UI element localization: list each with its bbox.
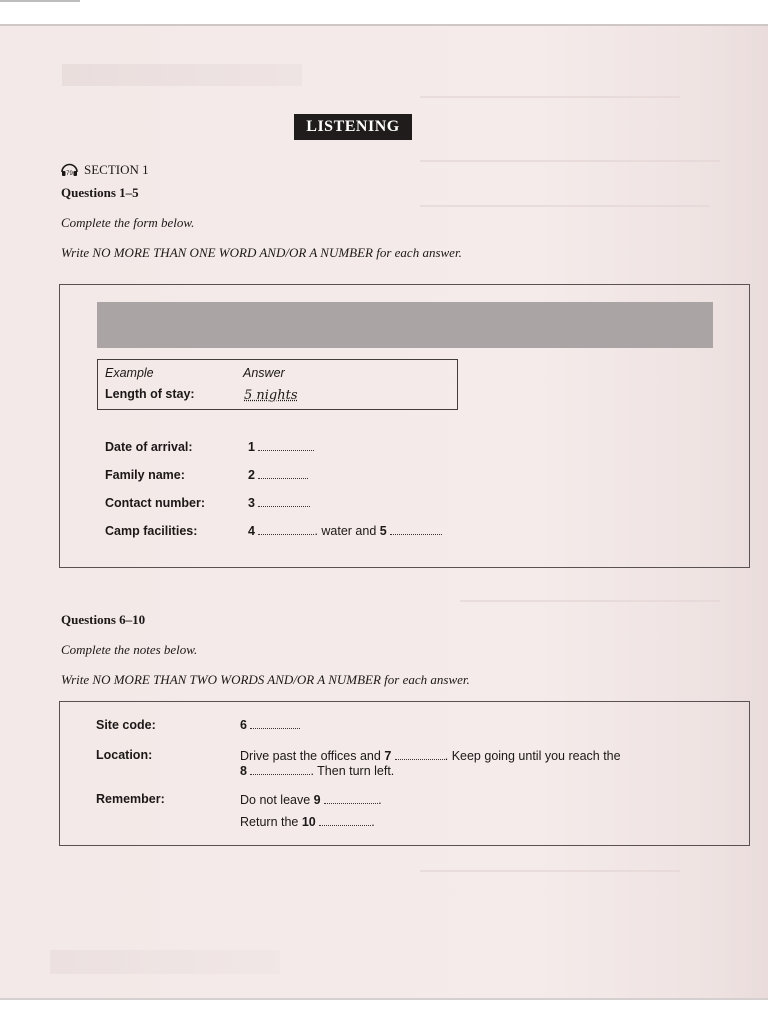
- answer-blank-1[interactable]: [248, 440, 314, 454]
- question-number: 10: [301, 815, 316, 829]
- answer-heading: Answer: [243, 366, 285, 380]
- example-heading: Example: [105, 366, 154, 380]
- question-number: 3: [248, 496, 255, 510]
- questions-6-10-heading: Questions 6–10: [61, 612, 146, 627]
- question-number: 4: [248, 524, 255, 538]
- location-text: . Then turn left.: [310, 764, 395, 778]
- date-of-arrival-label: Date of arrival:: [105, 440, 193, 454]
- question-number: 5: [379, 524, 387, 538]
- answer-dots: [250, 719, 300, 729]
- section-heading: [61, 162, 149, 178]
- remember-text: .: [371, 815, 375, 829]
- water-and-text: . water and: [314, 524, 377, 538]
- show-through-line: [460, 600, 720, 602]
- location-line-2[interactable]: [240, 764, 394, 778]
- show-through-line: [420, 96, 680, 98]
- answer-blank-6[interactable]: [240, 718, 300, 732]
- question-number: 9: [313, 793, 321, 807]
- camp-facilities-label: Camp facilities:: [105, 524, 198, 538]
- show-through-footer: [50, 950, 280, 974]
- answer-blank-9[interactable]: [240, 793, 382, 807]
- location-label: Location:: [96, 748, 153, 762]
- show-through-header: [62, 64, 302, 86]
- family-name-label: Family name:: [105, 468, 185, 482]
- question-number: 1: [248, 440, 255, 454]
- location-text: Drive past the offices and: [240, 749, 381, 763]
- question-number: 7: [384, 749, 392, 763]
- remember-text: Return the: [240, 815, 299, 829]
- answer-blank-3[interactable]: [248, 496, 310, 510]
- answer-dots: [395, 750, 445, 760]
- remember-text: .: [378, 793, 382, 807]
- remember-label: Remember:: [96, 792, 165, 806]
- notes-box: [59, 701, 750, 846]
- answer-blank-2[interactable]: [248, 468, 308, 482]
- part2-word-limit: Write NO MORE THAN TWO WORDS AND/OR A NUMBER for each answer.: [61, 672, 470, 687]
- question-number: 6: [240, 718, 247, 732]
- part1-instruction: Complete the form below.: [61, 215, 195, 230]
- answer-dots: [319, 816, 371, 826]
- answer-dots: [390, 525, 442, 535]
- show-through-line: [420, 205, 710, 207]
- listening-banner: LISTENING: [294, 114, 412, 140]
- show-through-line: [420, 160, 720, 162]
- answer-dots: [258, 525, 314, 535]
- part1-word-limit: Write NO MORE THAN ONE WORD AND/OR A NUMBER for each answer.: [61, 245, 462, 260]
- scan-top-border: [0, 0, 768, 26]
- answer-dots: [250, 765, 310, 775]
- part2-instruction: Complete the notes below.: [61, 642, 198, 657]
- form-title-bar: [97, 302, 713, 348]
- scan-bottom-border: [0, 998, 768, 1026]
- audio-track-icon: [61, 163, 78, 177]
- answer-dots: [258, 497, 310, 507]
- svg-text:79: 79: [66, 171, 73, 177]
- length-of-stay-label: Length of stay:: [105, 387, 195, 401]
- section-title: SECTION 1: [84, 162, 149, 177]
- answer-blank-4-5[interactable]: [248, 524, 442, 538]
- answer-dots: [258, 441, 314, 451]
- contact-number-label: Contact number:: [105, 496, 205, 510]
- location-line-1[interactable]: [240, 749, 621, 763]
- show-through-line: [420, 870, 680, 872]
- questions-1-5-heading: Questions 1–5: [61, 185, 139, 200]
- example-answer: 5 nights: [244, 388, 298, 403]
- answer-dots: [324, 794, 378, 804]
- question-number: 2: [248, 468, 255, 482]
- answer-dots: [258, 469, 308, 479]
- location-text: . Keep going until you reach the: [444, 749, 621, 763]
- site-code-label: Site code:: [96, 718, 156, 732]
- answer-blank-10[interactable]: [240, 815, 375, 829]
- remember-text: Do not leave: [240, 793, 311, 807]
- question-number: 8: [240, 764, 247, 778]
